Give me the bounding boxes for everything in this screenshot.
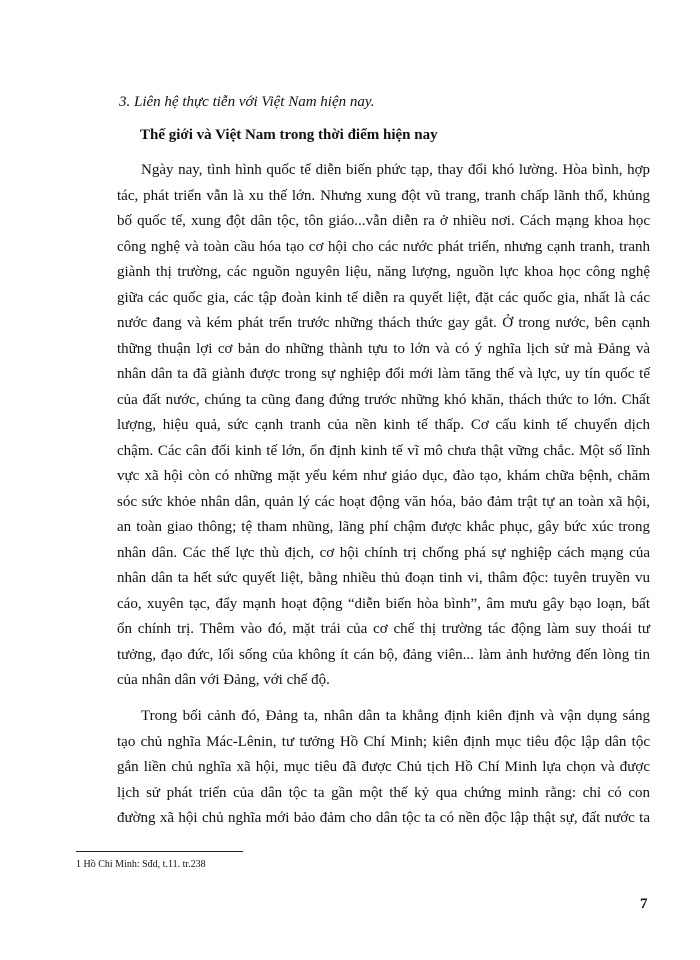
text-line: lịch sử phát triển của dân tộc ta gần một thế kỷ qua chứng minh rằng: chỉ có con xyxy=(117,784,650,801)
paragraph-1 xyxy=(117,158,650,694)
text-line: giành thị trường, các nguồn nguyên liệu, năng lượng, nguồn lực khoa học công nghệ xyxy=(117,264,650,280)
text-line: vực xã hội còn có những mặt yếu kém như giáo dục, đào tạo, khám chữa bệnh, chăm xyxy=(117,468,650,484)
text-line: ổn chính trị. Thêm vào đó, mặt trái của cơ chế thị trường tác động làm suy thoái tư xyxy=(117,621,650,637)
text-line: của nhân dân với Đảng, với chế độ. xyxy=(117,672,330,688)
text-line: lượng, hiệu quả, sức cạnh tranh của nền kinh tế thấp. Cơ cấu kinh tế chuyển dịch xyxy=(117,417,650,433)
text-line: đường xã hội chủ nghĩa mới bảo đảm cho dân tộc ta có nền độc lập thật sự, đất nước ta xyxy=(117,810,650,826)
text-line: an toàn giao thông; tệ tham nhũng, lãng phí chậm được khắc phục, gây bức xúc trong xyxy=(117,519,650,535)
text-line: cáo, xuyên tạc, đẩy mạnh hoạt động “diễn biến hòa bình”, âm mưu gây bạo loạn, bất xyxy=(117,595,650,612)
text-line: sóc sức khỏe nhân dân, quản lý các hoạt động văn hóa, bảo đảm trật tự an toàn xã hội, xyxy=(117,493,650,510)
text-line: tưởng, đạo đức, lối sống của không ít cán bộ, đảng viên... làm ảnh hưởng đến lòng tin xyxy=(117,646,650,663)
text-line: nhân dân ta đã giành được trong sự nghiệp đổi mới làm tăng thế và lực, uy tín quốc tế xyxy=(117,366,650,382)
page-number: 7 xyxy=(640,896,648,912)
section-heading: 3. Liên hệ thực tiễn với Việt Nam hiện nay. xyxy=(119,94,375,110)
subheading: Thế giới và Việt Nam trong thời điểm hiện nay xyxy=(140,127,438,143)
footnote-separator xyxy=(76,851,243,852)
text-line: nhân dân. Các thế lực thù địch, cơ hội chính trị chống phá sự nghiệp cách mạng của xyxy=(117,544,650,561)
paragraph-2 xyxy=(117,704,650,832)
text-line: nhân dân ta hết sức quyết liệt, bằng nhiều thủ đoạn tinh vi, thâm độc: tuyên truyền vu xyxy=(117,570,650,586)
text-line: tác, phát triển vẫn là xu thế lớn. Nhưng xung đột vũ trang, tranh chấp lãnh thổ, khủng xyxy=(117,187,650,204)
text-line: gắn liền chủ nghĩa xã hội, mục tiêu đã được Chủ tịch Hồ Chí Minh lựa chọn và được xyxy=(117,759,650,775)
text-line: Ngày nay, tình hình quốc tế diễn biến phức tạp, thay đổi khó lường. Hòa bình, hợp xyxy=(141,162,650,178)
footnote: 1 Hồ Chí Minh: Sđd, t.11. tr.238 xyxy=(76,859,206,870)
text-line: nước đang và kém phát trển trước những thách thức gay gắt. Ở trong nước, bên cạnh xyxy=(117,315,650,331)
text-line: bố quốc tế, xung đột dân tộc, tôn giáo...vẫn diễn ra ở nhiều nơi. Cách mạng khoa học xyxy=(117,213,650,229)
text-line: chậm. Các cân đối kinh tế lớn, ổn định kinh tế vĩ mô chưa thật vững chắc. Một số lĩnh xyxy=(117,442,650,459)
text-line: giữa các quốc gia, các tập đoàn kinh tế diễn ra quyết liệt, đặt các quốc gia, nhất là các xyxy=(117,289,650,306)
text-line: công nghệ và toàn cầu hóa tạo cơ hội cho các nước phát triển, nhưng cạnh tranh, tranh xyxy=(117,238,650,255)
text-line: của đất nước, chúng ta cũng đang đứng trước những khó khăn, thách thức to lớn. Chất xyxy=(117,391,650,408)
text-line: Trong bối cảnh đó, Đảng ta, nhân dân ta khẳng định kiên định và vận dụng sáng xyxy=(141,708,650,724)
text-line: thững thuận lợi cơ bản do những thành tựu to lớn và có ý nghĩa lịch sử mà Đảng và xyxy=(117,340,650,357)
text-line: tạo chủ nghĩa Mác-Lênin, tư tưởng Hồ Chí Minh; kiên định mục tiêu độc lập dân tộc xyxy=(117,733,650,750)
